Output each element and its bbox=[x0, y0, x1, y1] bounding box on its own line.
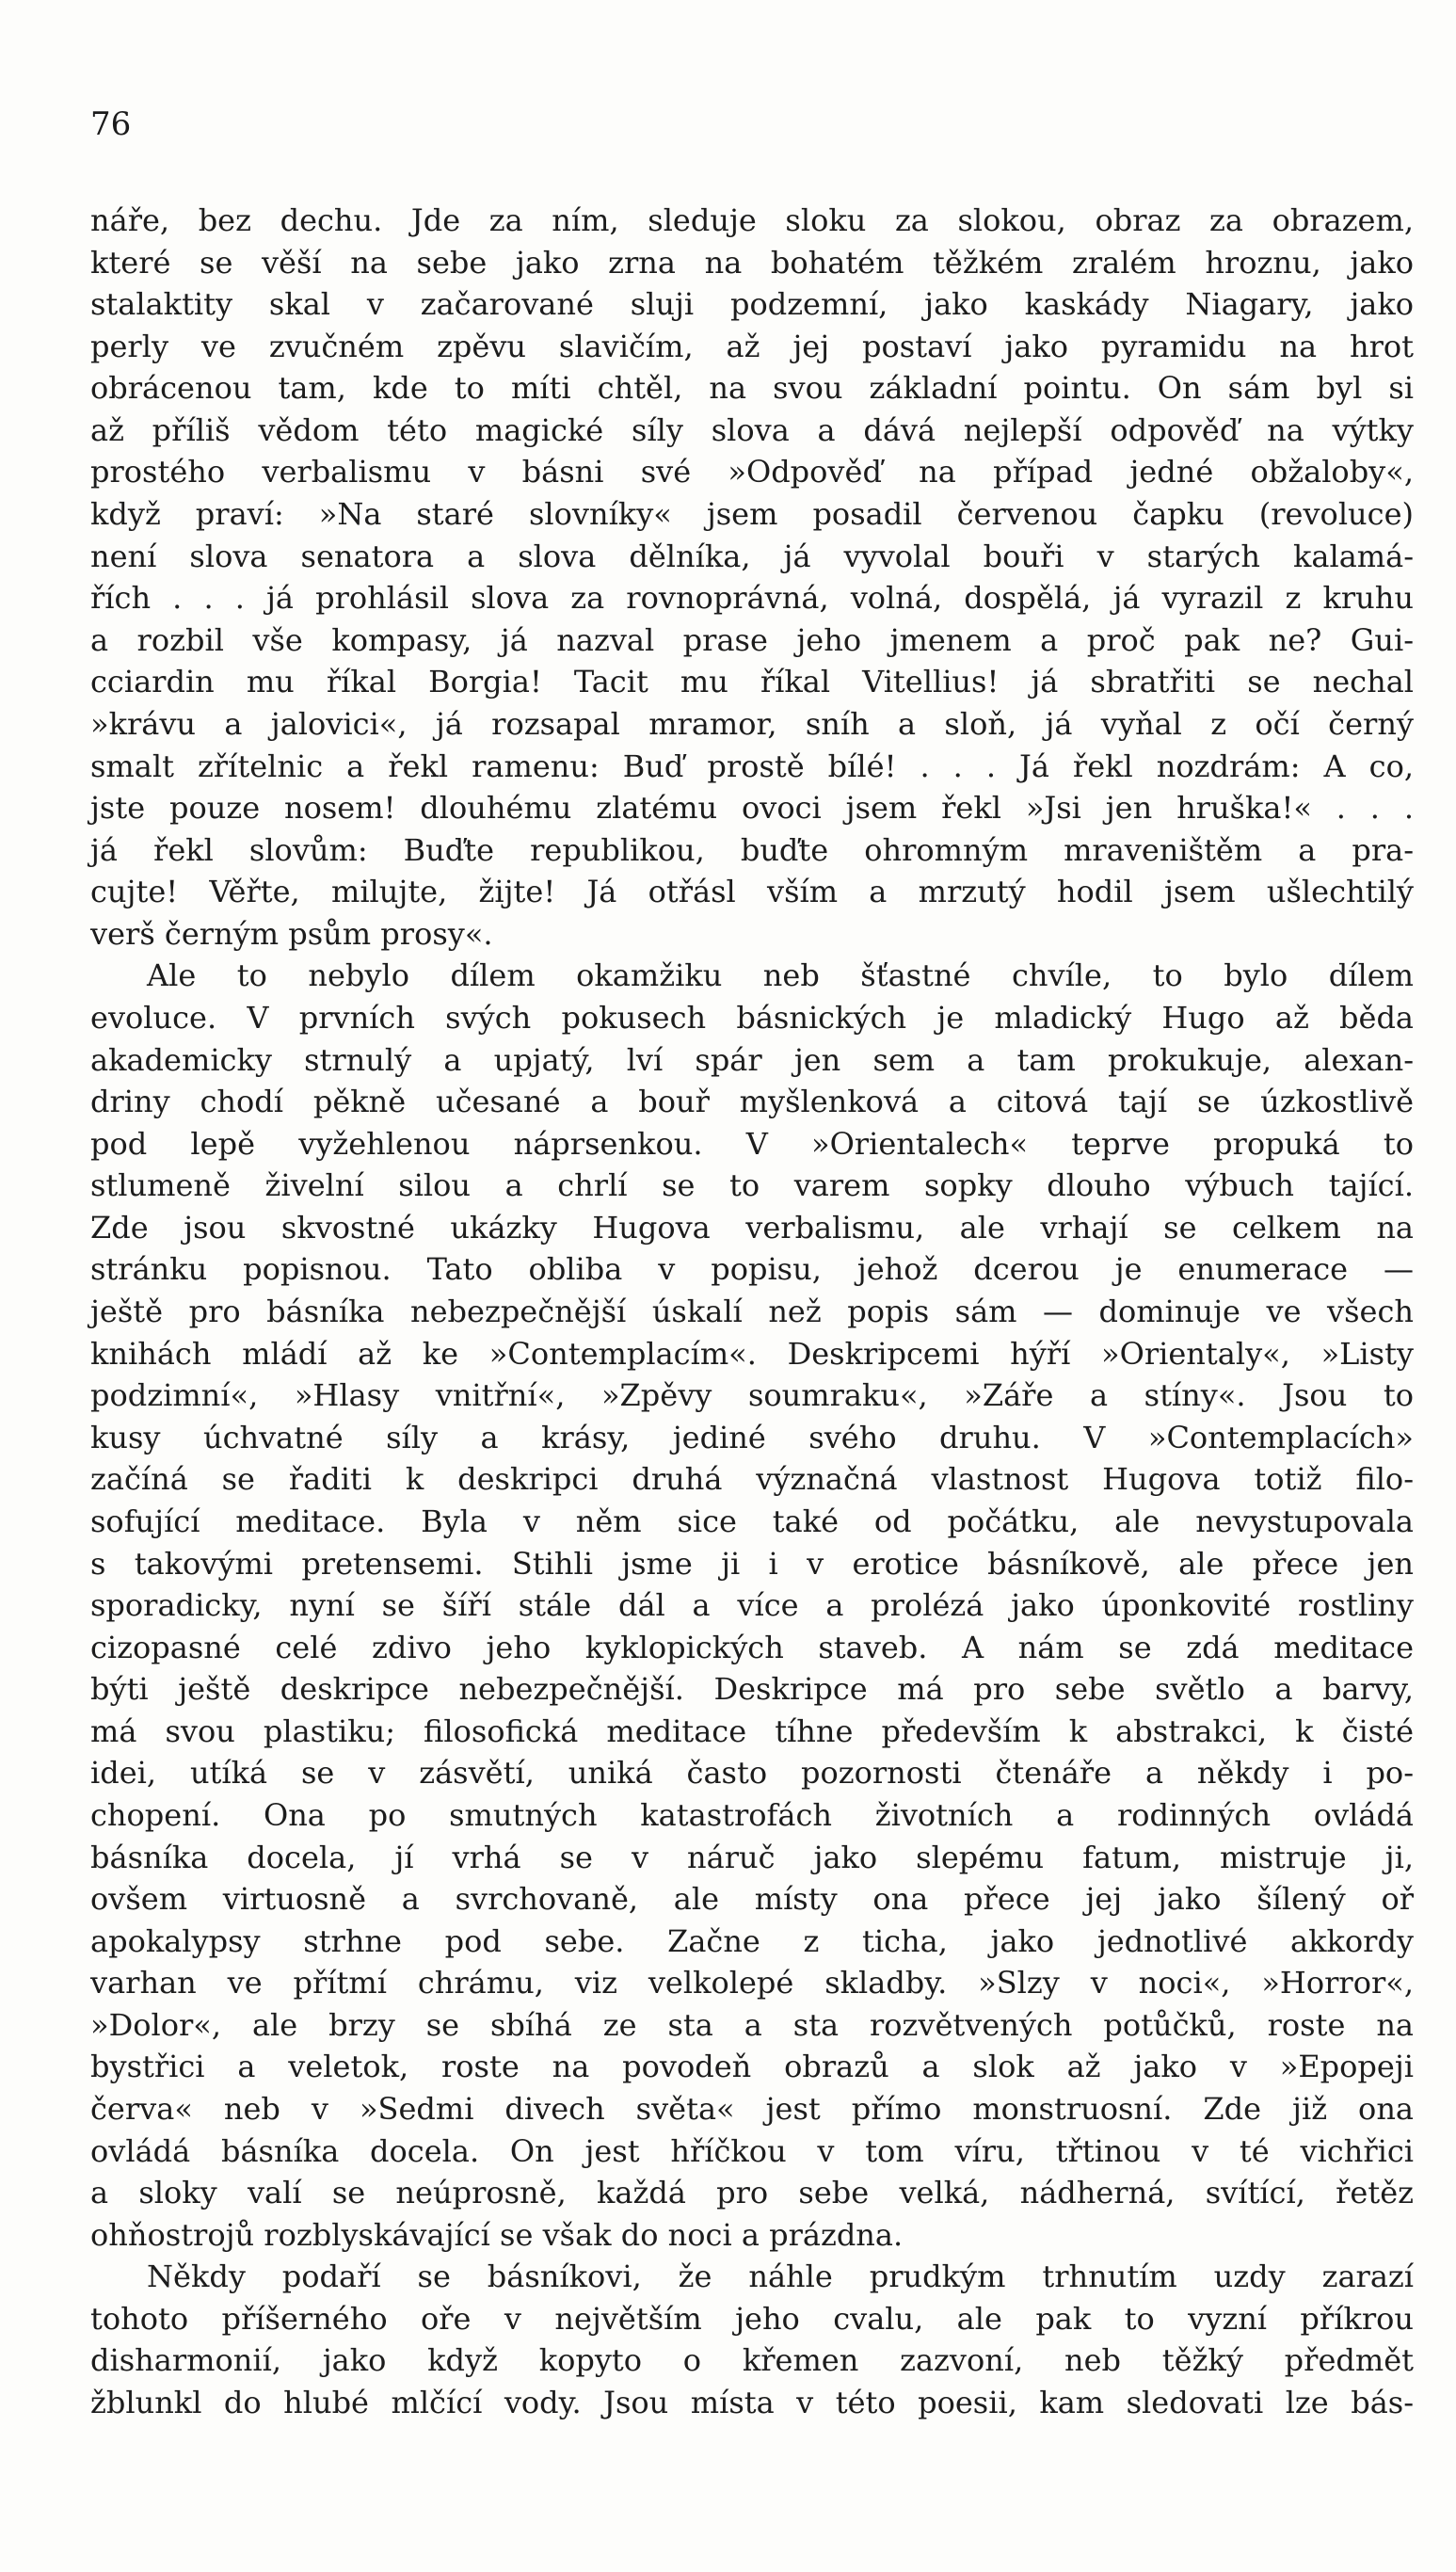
text-line: Ale to nebylo dílem okamžiku neb šťastné chvíle, to bylo dílem bbox=[147, 957, 1414, 994]
text-line: stránku popisnou. Tato obliba v popisu, jehož dcerou je enumerace — bbox=[90, 1251, 1414, 1288]
text-line: žblunkl do hlubé mlčící vody. Jsou místa v této poesii, kam sledovati lze bás- bbox=[90, 2385, 1414, 2421]
paragraph-2 bbox=[90, 955, 1414, 2256]
text-line: kusy úchvatné síly a krásy, jediné svého druhu. V »Contemplacích» bbox=[90, 1419, 1414, 1455]
text-line: a rozbil vše kompasy, já nazval prase jeho jmenem a proč pak ne? Gui- bbox=[90, 621, 1414, 658]
text-line: začíná se řaditi k deskripci druhá význačná vlastnost Hugova totiž filo- bbox=[90, 1461, 1414, 1498]
text-line: idei, utíká se v zásvětí, uniká často pozornosti čtenáře a někdy i po- bbox=[90, 1755, 1414, 1792]
text-line: sporadicky, nyní se šíří stále dál a více a prolézá jako úponkovité rostliny bbox=[90, 1587, 1414, 1624]
text-line: má svou plastiku; filosofická meditace tíhne především k abstrakci, k čisté bbox=[90, 1712, 1414, 1749]
text-line: nářе, bez dechu. Jde za ním, sleduje sloku za slokou, obraz za obrazem, bbox=[90, 202, 1414, 238]
text-line: driny chodí pěkně učesané a bouř myšlenková a citová tají se úzkostlivě bbox=[90, 1084, 1414, 1120]
paragraph-1 bbox=[90, 200, 1414, 955]
text-line: až příliš vědom této magické síly slova a dává nejlepší odpověď na výtky bbox=[90, 411, 1414, 448]
text-line: červa« neb v »Sedmi divech světa« jest přímo monstruosní. Zde již ona bbox=[90, 2091, 1414, 2128]
text-line: s takovými pretensemi. Stihli jsme ji i v erotice básníkově, ale přece jen bbox=[90, 1545, 1414, 1582]
text-line: ještě pro básníka nebezpečnější úskalí než popis sám — dominuje ve všech bbox=[90, 1294, 1414, 1330]
page-number: 76 bbox=[90, 105, 132, 143]
text-line: obrácenou tam, kde to míti chtěl, na svou základní pointu. On sám byl si bbox=[90, 370, 1414, 407]
paragraph-3 bbox=[90, 2256, 1414, 2423]
text-line: stlumeně živelní silou a chrlí se to varem sopky dlouho výbuch tající. bbox=[90, 1167, 1414, 1204]
text-line: jste pouze nosem! dlouhému zlatému ovoci jsem řekl »Jsi jen hruška!« . . . bbox=[90, 790, 1414, 827]
text-line: Zde jsou skvostné ukázky Hugova verbalismu, ale vrhají se celkem na bbox=[90, 1209, 1414, 1246]
text-line: řích . . . já prohlásil slova za rovnoprávná, volná, dospělá, já vyrazil z kruhu bbox=[90, 580, 1414, 617]
text-line: perly ve zvučném zpěvu slavičím, až jej postaví jako pyramidu na hrot bbox=[90, 328, 1414, 364]
text-line: prostého verbalismu v básni své »Odpověď na případ jedné obžaloby«, bbox=[90, 454, 1414, 490]
text-line: »krávu a jalovici«, já rozsapal mramor, sníh a sloň, já vyňal z očí černý bbox=[90, 705, 1414, 742]
text-line: smalt zřítelnic a řekl ramenu: Buď prostě bílé! . . . Já řekl nozdrám: A co, bbox=[90, 747, 1414, 784]
text-line: akademicky strnulý a upjatý, lví spár jen sem a tam prokukuje, alexan- bbox=[90, 1041, 1414, 1078]
text-line: cujte! Věřte, milujte, žijte! Já otřásl vším a mrzutý hodil jsem ušlechtilý bbox=[90, 874, 1414, 910]
text-line: není slova senatora a slova dělníka, já vyvolal bouři v starých kalamá- bbox=[90, 538, 1414, 574]
text-line: knihách mládí až ke »Contemplacím«. Deskripcemi hýří »Orientaly«, »Listy bbox=[90, 1335, 1414, 1372]
text-line: podzimní«, »Hlasy vnitřní«, »Zpěvy soumraku«, »Záře a stíny«. Jsou to bbox=[90, 1377, 1414, 1414]
text-line: a sloky valí se neúprosně, každá pro sebe velká, nádherná, svítící, řetěz bbox=[90, 2175, 1414, 2211]
text-line: ohňostrojů rozblyskávající se však do noci a prázdna. bbox=[90, 2216, 904, 2253]
text-line: verš černým psům prosy«. bbox=[90, 915, 493, 952]
body-text bbox=[90, 200, 1414, 2424]
text-line: disharmonií, jako když kopyto o křemen zazvoní, neb těžký předmět bbox=[90, 2342, 1414, 2379]
text-line: cciardin mu říkal Borgia! Tacit mu říkal Vitellius! já sbratřiti se nechal bbox=[90, 664, 1414, 700]
text-line: stalaktity skal v začarované sluji podzemní, jako kaskády Niagary, jako bbox=[90, 286, 1414, 323]
text-line: chopení. Ona po smutných katastrofách životních a rodinných ovládá bbox=[90, 1796, 1414, 1833]
text-line: »Dolor«, ale brzy se sbíhá ze sta a sta rozvětvených potůčků, roste na bbox=[90, 2006, 1414, 2043]
text-line: Někdy podaří se básníkovi, že náhle prudkým trhnutím uzdy zarazí bbox=[147, 2259, 1414, 2295]
text-line: když praví: »Na staré slovníky« jsem posadil červenou čapku (revoluce) bbox=[90, 496, 1414, 533]
text-line: ovšem virtuosně a svrchovaně, ale místy ona přece jej jako šílený oř bbox=[90, 1881, 1414, 1918]
text-line: býti ještě deskripce nebezpečnější. Deskripce má pro sebe světlo a barvy, bbox=[90, 1671, 1414, 1708]
text-line: ovládá básníka docela. On jest hříčkou v tom víru, třtinou v té vichřici bbox=[90, 2132, 1414, 2169]
text-line: tohoto příšerného oře v největším jeho cvalu, ale pak to vyzní příkrou bbox=[90, 2300, 1414, 2337]
text-line: pod lepě vyžehlenou náprsenkou. V »Orientalech« teprve propuká to bbox=[90, 1125, 1414, 1162]
text-line: evoluce. V prvních svých pokusech básnických je mladický Hugo až běda bbox=[90, 999, 1414, 1036]
text-line: já řekl slovům: Buďte republikou, buďte ohromným mraveništěm a pra- bbox=[90, 831, 1414, 868]
text-line: apokalypsy strhne pod sebe. Začne z ticha, jako jednotlivé akkordy bbox=[90, 1922, 1414, 1959]
text-line: bystřici a veletok, roste na povodeň obrazů a slok až jako v »Epopeji bbox=[90, 2049, 1414, 2085]
text-line: které se věší na sebe jako zrna na bohatém těžkém zralém hroznu, jako bbox=[90, 244, 1414, 281]
text-line: varhan ve přítmí chrámu, viz velkolepé skladby. »Slzy v noci«, »Horror«, bbox=[90, 1965, 1414, 2001]
text-line: básníka docela, jí vrhá se v náruč jako slepému fatum, mistruje ji, bbox=[90, 1839, 1414, 1875]
text-line: cizopasné celé zdivo jeho kyklopických staveb. A nám se zdá meditace bbox=[90, 1629, 1414, 1665]
text-line: sofující meditace. Byla v něm sice také od počátku, ale nevystupovala bbox=[90, 1503, 1414, 1539]
